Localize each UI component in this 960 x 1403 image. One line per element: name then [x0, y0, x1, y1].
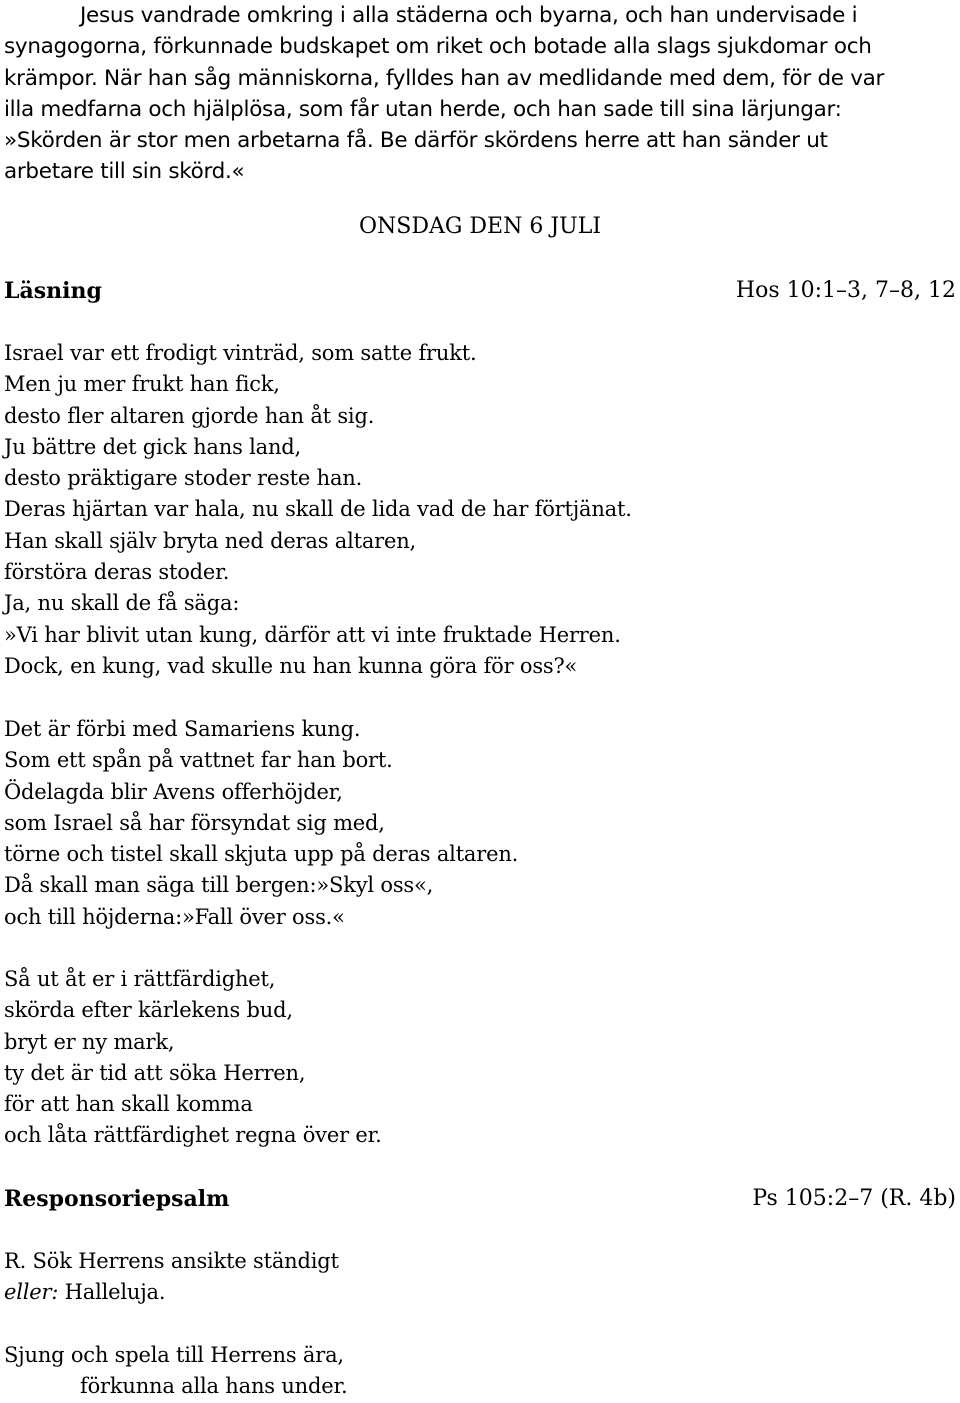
verse-line: Han skall själv bryta ned deras altaren,: [4, 528, 417, 553]
verse-line: bryt er ny mark,: [4, 1029, 175, 1054]
verse-line: törne och tistel skall skjuta upp på deras altaren.: [4, 842, 519, 867]
response-alt-line: [4, 1277, 956, 1308]
verse-line: Men ju mer frukt han fick,: [4, 372, 280, 397]
verse-line: förkunna alla hans under.: [80, 1374, 348, 1399]
verse-line: Sjung och spela till Herrens ära,: [4, 1343, 344, 1367]
reading-header: [4, 276, 956, 306]
reading-stanza-1: [4, 338, 956, 682]
psalm-reference: Ps 105:2–7 (R. 4b): [752, 1186, 956, 1211]
gospel-line: illa medfarna och hjälplösa, som får utan herde, och han sade till sina lärjungar:: [4, 96, 842, 122]
day-heading: ONSDAG DEN 6 JULI: [358, 214, 602, 239]
gospel-line: »Skörden är stor men arbetarna få. Be därför skördens herre att han sänder ut: [4, 128, 828, 154]
verse-line: och låta rättfärdighet regna över er.: [4, 1123, 382, 1148]
psalm-label: Responsoriepsalm: [4, 1186, 230, 1212]
verse-line: ty det är tid att söka Herren,: [4, 1060, 306, 1085]
verse-line: som Israel så har försyndat sig med,: [4, 810, 385, 835]
verse-line: Ödelagda blir Avens offerhöjder,: [4, 779, 343, 804]
verse-line: förstöra deras stoder.: [4, 560, 230, 585]
reading-label: Läsning: [4, 278, 102, 304]
verse-line: Dock, en kung, vad skulle nu han kunna göra för oss?«: [4, 653, 578, 678]
gospel-line: krämpor. När han såg människorna, fylldes han av medlidande med dem, för de var: [4, 65, 885, 91]
verse-line: Då skall man säga till bergen:»Skyl oss«,: [4, 873, 434, 898]
verse-line: Det är förbi med Samariens kung.: [4, 717, 361, 741]
verse-line: Ja, nu skall de få säga:: [4, 591, 240, 616]
verse-line: Ju bättre det gick hans land,: [4, 434, 302, 459]
psalm-header: [4, 1184, 956, 1214]
verse-line: desto präktigare stoder reste han.: [4, 466, 363, 491]
reading-stanza-2: [4, 714, 956, 933]
verse-line: Deras hjärtan var hala, nu skall de lida vad de har förtjänat.: [4, 497, 632, 522]
verse-line: Som ett spån på vattnet far han bort.: [4, 748, 393, 773]
verse-line: för att han skall komma: [4, 1092, 253, 1117]
verse-line: och till höjderna:»Fall över oss.«: [4, 904, 345, 929]
response-line: R. Sök Herrens ansikte ständigt: [4, 1249, 339, 1273]
verse-line: Israel var ett frodigt vinträd, som satte frukt.: [4, 341, 477, 365]
gospel-line: Jesus vandrade omkring i alla städerna och byarna, och han undervisade i: [80, 3, 858, 28]
response-alt-text: Halleluja.: [58, 1280, 166, 1305]
gospel-line: synagogorna, förkunnade budskapet om riket och botade alla slags sjukdomar och: [4, 34, 872, 60]
verse-line: Så ut åt er i rättfärdighet,: [4, 967, 276, 991]
reading-stanza-3: [4, 964, 956, 1152]
psalm-verse: [4, 1340, 956, 1403]
verse-line: skörda efter kärlekens bud,: [4, 998, 293, 1023]
gospel-paragraph: [4, 0, 956, 188]
verse-line: »Vi har blivit utan kung, därför att vi inte fruktade Herren.: [4, 622, 621, 647]
reading-reference: Hos 10:1–3, 7–8, 12: [735, 278, 956, 303]
psalm-response: [4, 1246, 956, 1309]
verse-line: desto fler altaren gjorde han åt sig.: [4, 403, 375, 428]
response-alt-label: eller:: [4, 1280, 59, 1305]
gospel-line: arbetare till sin skörd.«: [4, 159, 245, 185]
